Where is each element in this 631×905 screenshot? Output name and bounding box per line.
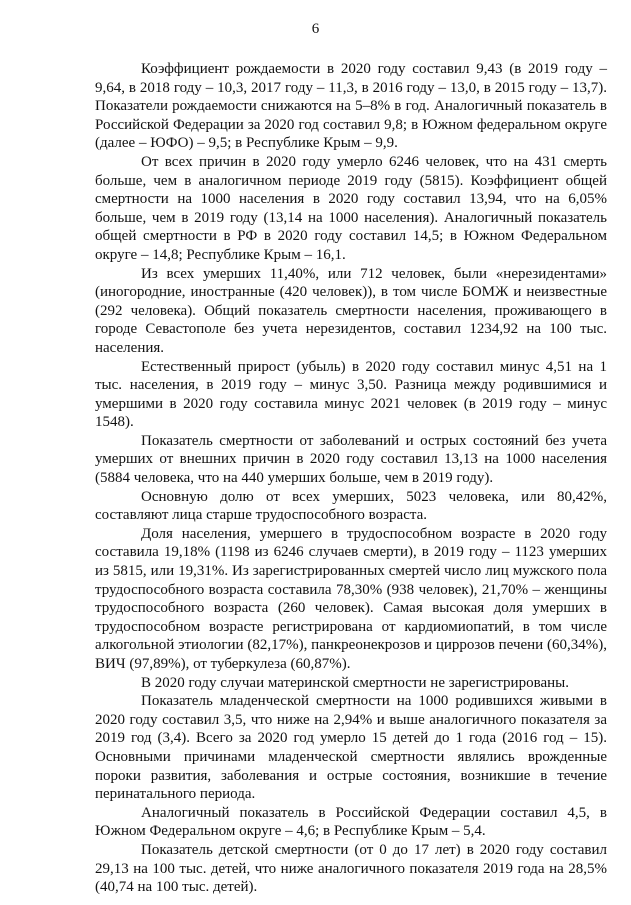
paragraph-working-age-mortality: Доля населения, умершего в трудоспособном возрасте в 2020 году составила 19,18% (1198 из 6246 случаев смерти), в 2019 году – 1123 умерших из 5815, или 19,31%. Из зарегистрированных смертей число лиц мужского пола трудоспособного возраста составила 78,30% (938 человек), 21,70% – женщины трудоспособного возраста (260 человек). Самая высокая доля умерших в трудоспособном возрасте регистрирована от кардиомиопатий, в том числе алкогольной этиологии (82,17%), панкреонекрозов и циррозов печени (60,34%), ВИЧ (97,89%), от туберкулеза (60,87%). xyxy=(95,525,607,672)
paragraph-natural-growth: Естественный прирост (убыль) в 2020 году составил минус 4,51 на 1 тыс. населения, в 2019 году – минус 3,50. Разница между родившимися и умершими в 2020 году составила минус 2021 человек (в 2019 году – минус 1548). xyxy=(95,358,607,431)
document-body xyxy=(95,60,607,897)
paragraph-child-mortality: Показатель детской смертности (от 0 до 17 лет) в 2020 году составил 29,13 на 100 тыс. детей, что ниже аналогичного показателя 2019 года на 28,5% (40,74 на 100 тыс. детей). xyxy=(95,841,607,896)
paragraph-infant-mortality: Показатель младенческой смертности на 1000 родившихся живыми в 2020 году составил 3,5, что ниже на 2,94% и выше аналогичного показателя за 2019 год (3,4). Всего за 2020 год умерло 15 детей до 1 года (2016 год – 15). Основными причинами младенческой смертности являлись врожденные пороки развития, заболевания и острые состояния, возникшие в течение перинатального периода. xyxy=(95,693,607,803)
paragraph-infant-comparison: Аналогичный показатель в Российской Федерации составил 4,5, в Южном Федеральном округе – 4,6; в Республике Крым – 5,4. xyxy=(95,804,607,840)
paragraph-disease-mortality: Показатель смертности от заболеваний и острых состояний без учета умерших от внешних причин в 2020 году составил 13,13 на 1000 населения (5884 человека, что на 440 умерших больше, чем в 2019 году). xyxy=(95,432,607,487)
paragraph-birth-rate: Коэффициент рождаемости в 2020 году составил 9,43 (в 2019 году – 9,64, в 2018 году – 10,3, 2017 году – 11,3, в 2016 году – 13,0, в 2015 году – 13,7). Показатели рождаемости снижаются на 5–8% в год. Аналогичный показатель в Российской Федерации за 2020 год составил 9,8; в Южном федеральном округе (далее – ЮФО) – 9,5; в Республике Крым – 9,9. xyxy=(95,61,607,152)
paragraph-non-residents: Из всех умерших 11,40%, или 712 человек, были «нерезидентами» (иногородние, иностранные (420 человек)), в том числе БОМЖ и неизвестные (292 человека). Общий показатель смертности населения, проживающего в городе Севастополе без учета нерезидентов, составил 1234,92 на 100 тыс. населения. xyxy=(95,265,607,356)
paragraph-maternal-mortality: В 2020 году случаи материнской смертности не зарегистрированы. xyxy=(141,674,569,691)
paragraph-total-mortality: От всех причин в 2020 году умерло 6246 человек, что на 431 смерть больше, чем в аналогичном периоде 2019 году (5815). Коэффициент общей смертности на 1000 населения в 2020 году составил 13,94, что на 6,05% больше, чем в 2019 году (13,14 на 1000 населения). Аналогичный показатель общей смертности в РФ в 2020 году составил 14,5; в Южном Федеральном округе – 14,8; Республике Крым – 16,1. xyxy=(95,153,607,263)
page-number: 6 xyxy=(311,21,320,37)
paragraph-elderly-share: Основную долю от всех умерших, 5023 человека, или 80,42%, составляют лица старше трудоспособного возраста. xyxy=(95,488,607,524)
